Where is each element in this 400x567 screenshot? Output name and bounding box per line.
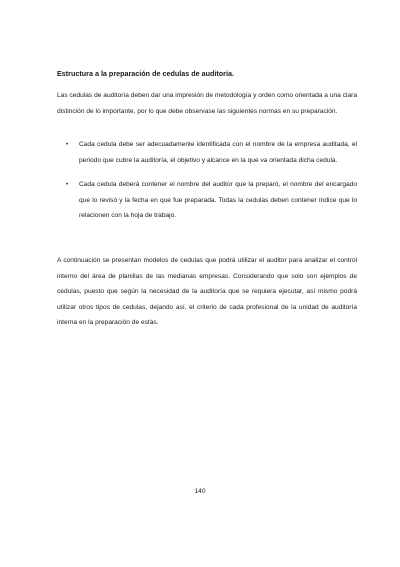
bullet-text: Cada cedula deberá contener el nombre del auditor que la preparó, el nombre del encargado que lo revisó y la fecha en que fue preparada. Todas la cedulas deben contener índice que lo relacionen con la hoja de trabajo. (79, 181, 357, 220)
intro-paragraph: Las cedulas de auditoría deben dar una impresión de metodología y orden como orientada a una clara distinción de lo importante, por lo que debe observase las siguientes normas en su preparación. (57, 92, 357, 115)
bullet-marker: • (66, 141, 69, 148)
bullet-marker: • (66, 181, 69, 189)
bullet-text: Cada cedula debe ser adecuadamente identificada con el nombre de la empresa auditada, el periodo que cubre la auditoría, el objetivo y alcance en la que va orientada dicha cedula. (79, 141, 357, 164)
section-heading: Estructura a la preparación de cedulas de auditoría. (57, 69, 234, 78)
bullet-item-identification (57, 137, 357, 168)
norms-bullet-list (57, 137, 357, 233)
page-number: 140 (194, 488, 206, 495)
bullet-item-auditor-info (57, 177, 357, 224)
models-paragraph: A continuación se presentan modelos de cedulas que podrá utilizar el auditor para analizar el control interno del área de planillas de las medianas empresas. Considerando que solo son ejemplos de cedulas, puesto que según la necesidad de la auditoría que se requiera ejecutar, así mismo podrá utilizar otros tipos de cedulas, dejando así, el criterio de cada profesional de la unidad de auditoría interna en la preparación de estás. (57, 257, 357, 327)
